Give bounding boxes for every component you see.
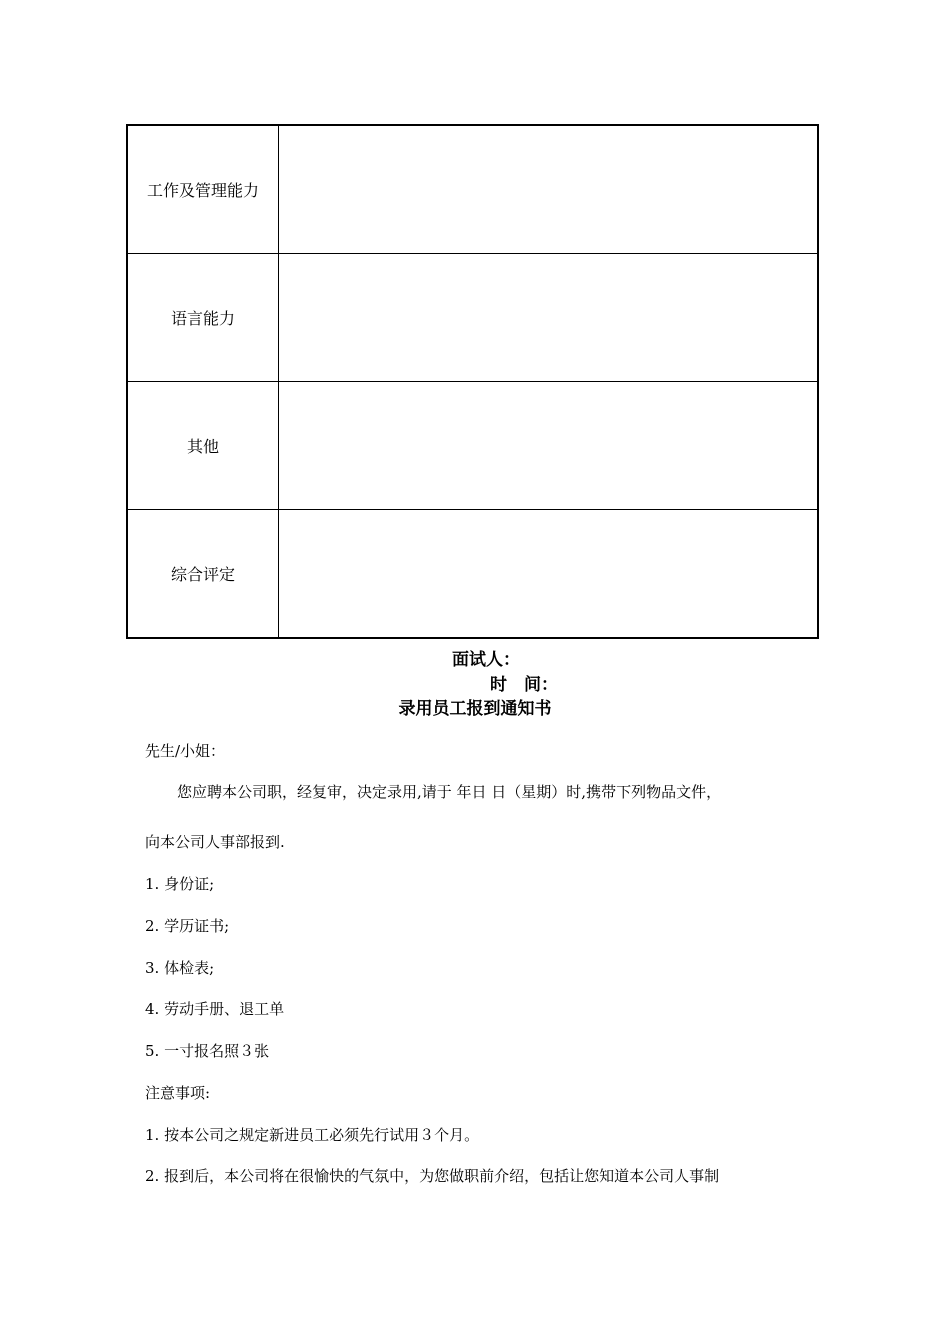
row-label: 语言能力 (127, 254, 279, 382)
table-row (127, 125, 818, 254)
row-value[interactable] (279, 510, 819, 639)
body-line-1: 您应聘本公司职，经复审，决定录用,请于 年日 日（星期）时,携带下列物品文件， (177, 783, 722, 801)
row-label: 工作及管理能力 (127, 125, 279, 254)
table-row (127, 382, 818, 510)
row-label: 综合评定 (127, 510, 279, 639)
time-label: 时 间： (490, 675, 558, 695)
list-item: 5. 一寸报名照３张 (145, 1042, 270, 1060)
list-item: 1. 身份证; (145, 875, 215, 893)
row-value[interactable] (279, 254, 819, 382)
list-item: 2. 学历证书; (145, 917, 230, 935)
notes-heading: 注意事项: (145, 1084, 211, 1102)
list-item: 4. 劳动手册、退工单 (145, 1000, 285, 1018)
row-value[interactable] (279, 382, 819, 510)
evaluation-table (126, 124, 819, 639)
note-item: 1. 按本公司之规定新进员工必须先行试用３个月。 (145, 1126, 480, 1144)
table-row (127, 254, 818, 382)
row-label: 其他 (127, 382, 279, 510)
salutation: 先生/小姐： (145, 742, 226, 760)
notice-title: 录用员工报到通知书 (398, 699, 552, 719)
list-item: 3. 体检表; (145, 959, 215, 977)
body-line-2: 向本公司人事部报到. (145, 833, 285, 851)
table-row (127, 510, 818, 639)
interviewer-label: 面试人： (452, 650, 520, 670)
row-value[interactable] (279, 125, 819, 254)
note-item: 2. 报到后，本公司将在很愉快的气氛中，为您做职前介绍，包括让您知道本公司人事制 (145, 1167, 720, 1185)
